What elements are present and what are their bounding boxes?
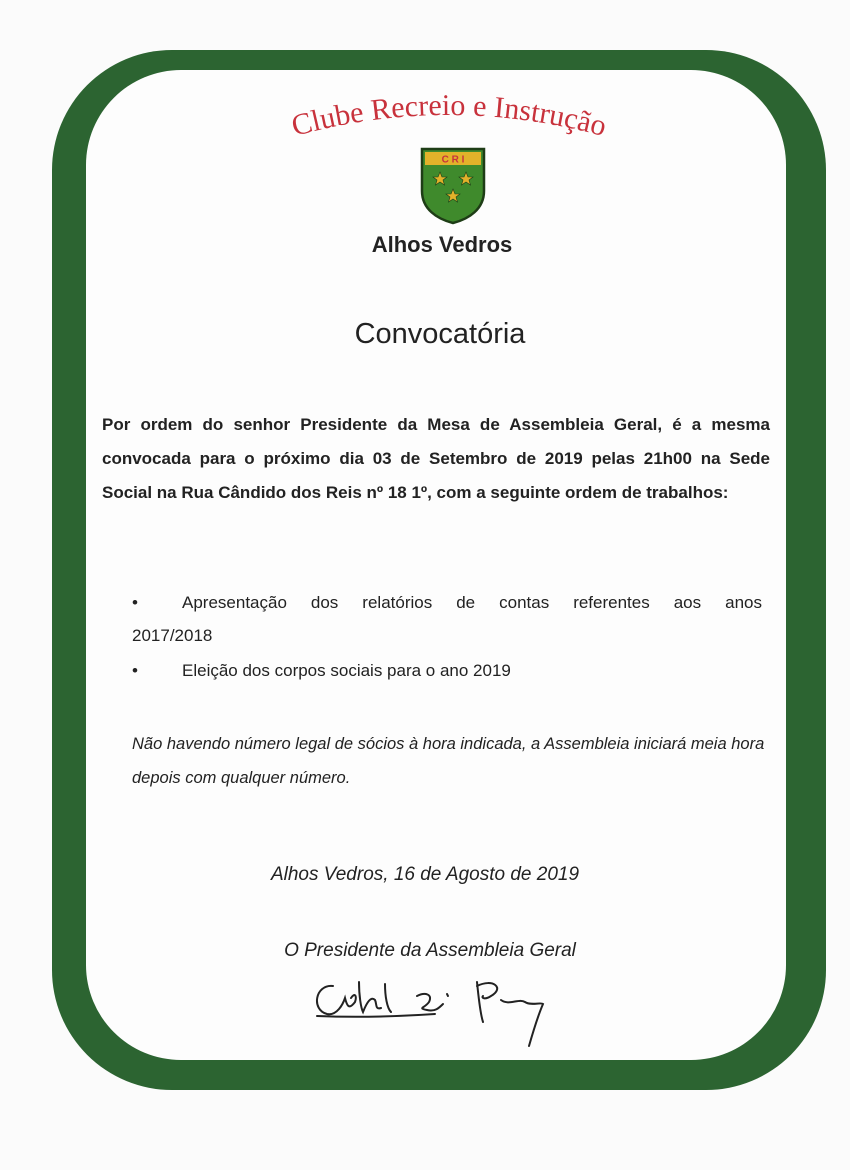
bullet-icon: • [132,593,138,612]
club-crest-logo [419,147,487,225]
handwritten-signature [305,972,555,1052]
club-name-text: Clube Recreio e Instrução [288,88,610,143]
agenda-item [132,654,762,687]
convocation-paragraph: Por ordem do senhor Presidente da Mesa de Assembleia Geral, é a mesma convocada para o próximo dia 03 de Setembro de 2019 pelas 21h00 na Sede Social na Rua Cândido dos Reis nº 18 1º, com a seguinte ordem de trabalhos: [102,415,770,502]
agenda-item [132,586,762,652]
town-name: Alhos Vedros [371,232,513,257]
quorum-note: Não havendo número legal de sócios à hora indicada, a Assembleia iniciará meia hora depois com qualquer número. [132,735,765,787]
crest-letters: C R I [441,154,465,166]
bullet-icon: • [132,661,138,680]
agenda-list [132,586,762,689]
agenda-item-text: Eleição dos corpos sociais para o ano 2019 [182,661,511,680]
agenda-item-text-continued: 2017/2018 [132,626,213,645]
signer-title: O Presidente da Assembleia Geral [284,940,576,961]
agenda-item-text: Apresentação dos relatórios de contas referentes aos anos [182,593,762,612]
document-title: Convocatória [354,318,526,350]
place-and-date: Alhos Vedros, 16 de Agosto de 2019 [270,864,580,885]
svg-text:Clube Recreio e Instrução [288,89,610,143]
